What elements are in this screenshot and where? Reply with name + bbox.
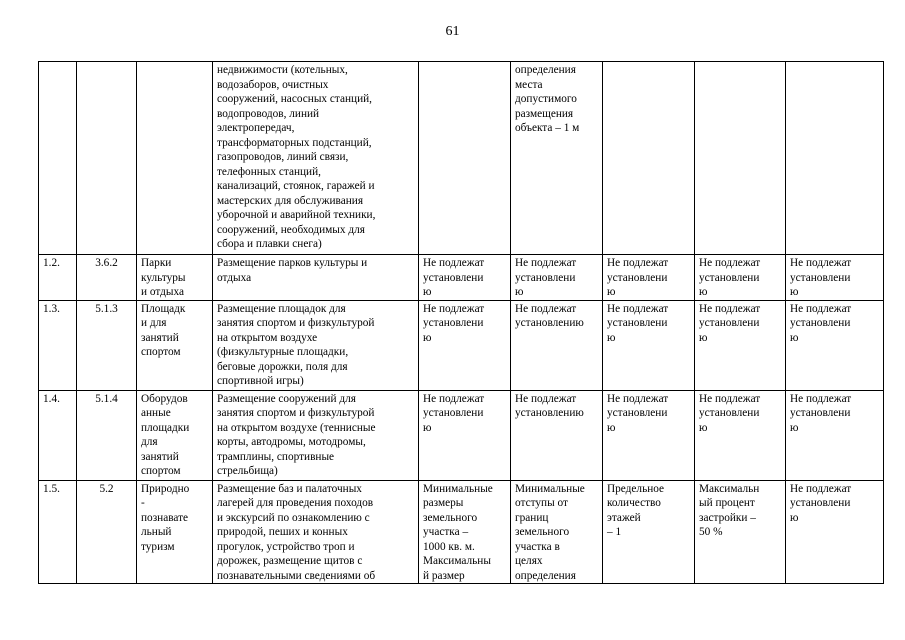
- use-description-cell: Размещение сооружений для занятия спортом и физкультурой на открытом воздухе (теннисные корты, автодромы, мотодромы, трамплины, спортивные стрельбища): [213, 390, 419, 480]
- parameter-cell: [419, 62, 511, 255]
- parameter-cell: Не подлежат установлени ю: [786, 480, 884, 584]
- parameter-cell: Не подлежат установлени ю: [419, 300, 511, 390]
- use-description-cell: Размещение парков культуры и отдыха: [213, 255, 419, 301]
- parameter-cell: [695, 62, 786, 255]
- use-code-cell: 5.2: [77, 480, 137, 584]
- parameter-cell: Не подлежат установлени ю: [786, 390, 884, 480]
- parameter-cell: Не подлежат установлени ю: [695, 300, 786, 390]
- parameter-cell: Максимальн ый процент застройки – 50 %: [695, 480, 786, 584]
- parameter-cell: Не подлежат установлению: [511, 390, 603, 480]
- parameter-cell: Не подлежат установлени ю: [603, 255, 695, 301]
- parameter-cell: Не подлежат установлению: [511, 300, 603, 390]
- parameter-cell: Минимальные размеры земельного участка – 1000 кв. м. Максимальны й размер: [419, 480, 511, 584]
- row-number-cell: 1.2.: [39, 255, 77, 301]
- parameter-cell: Не подлежат установлени ю: [419, 390, 511, 480]
- use-code-cell: 5.1.4: [77, 390, 137, 480]
- parameter-cell: Не подлежат установлени ю: [603, 300, 695, 390]
- table-row: [39, 390, 884, 480]
- use-code-cell: 3.6.2: [77, 255, 137, 301]
- table-row: [39, 300, 884, 390]
- use-name-cell: Природно - познавате льный туризм: [137, 480, 213, 584]
- parameter-cell: Не подлежат установлени ю: [695, 255, 786, 301]
- table-row: [39, 62, 884, 255]
- parameter-cell: Не подлежат установлени ю: [786, 300, 884, 390]
- row-number-cell: [39, 62, 77, 255]
- parameter-cell: Не подлежат установлени ю: [786, 255, 884, 301]
- parameter-cell: Предельное количество этажей – 1: [603, 480, 695, 584]
- row-number-cell: 1.5.: [39, 480, 77, 584]
- parameter-cell: Не подлежат установлени ю: [511, 255, 603, 301]
- table-row: [39, 480, 884, 584]
- use-code-cell: 5.1.3: [77, 300, 137, 390]
- use-code-cell: [77, 62, 137, 255]
- use-description-cell: Размещение баз и палаточных лагерей для проведения походов и экскурсий по ознакомлению с природой, пеших и конных прогулок, устройство троп и дорожек, размещение щитов с познавательными сведениями об: [213, 480, 419, 584]
- table-row: [39, 255, 884, 301]
- parameter-cell: Минимальные отступы от границ земельного участка в целях определения: [511, 480, 603, 584]
- use-name-cell: Оборудов анные площадки для занятий спортом: [137, 390, 213, 480]
- use-name-cell: [137, 62, 213, 255]
- parameter-cell: [603, 62, 695, 255]
- use-name-cell: Парки культуры и отдыха: [137, 255, 213, 301]
- row-number-cell: 1.3.: [39, 300, 77, 390]
- use-description-cell: Размещение площадок для занятия спортом и физкультурой на открытом воздухе (физкультурные площадки, беговые дорожки, поля для спортивной игры): [213, 300, 419, 390]
- parameter-cell: Не подлежат установлени ю: [603, 390, 695, 480]
- parameter-cell: [786, 62, 884, 255]
- parameter-cell: Не подлежат установлени ю: [419, 255, 511, 301]
- use-description-cell: недвижимости (котельных, водозаборов, очистных сооружений, насосных станций, водопроводов, линий электропередач, трансформаторных подстанций, газопроводов, линий связи, телефонных станций, канализаций, стоянок, гаражей и мастерских для обслуживания уборочной и аварийной техники, сооружений, необходимых для сбора и плавки снега): [213, 62, 419, 255]
- parameter-cell: Не подлежат установлени ю: [695, 390, 786, 480]
- page-number: 61: [445, 24, 460, 39]
- parameter-cell: определения места допустимого размещения объекта – 1 м: [511, 62, 603, 255]
- land-use-regulations-table: [38, 61, 884, 584]
- row-number-cell: 1.4.: [39, 390, 77, 480]
- use-name-cell: Площадк и для занятий спортом: [137, 300, 213, 390]
